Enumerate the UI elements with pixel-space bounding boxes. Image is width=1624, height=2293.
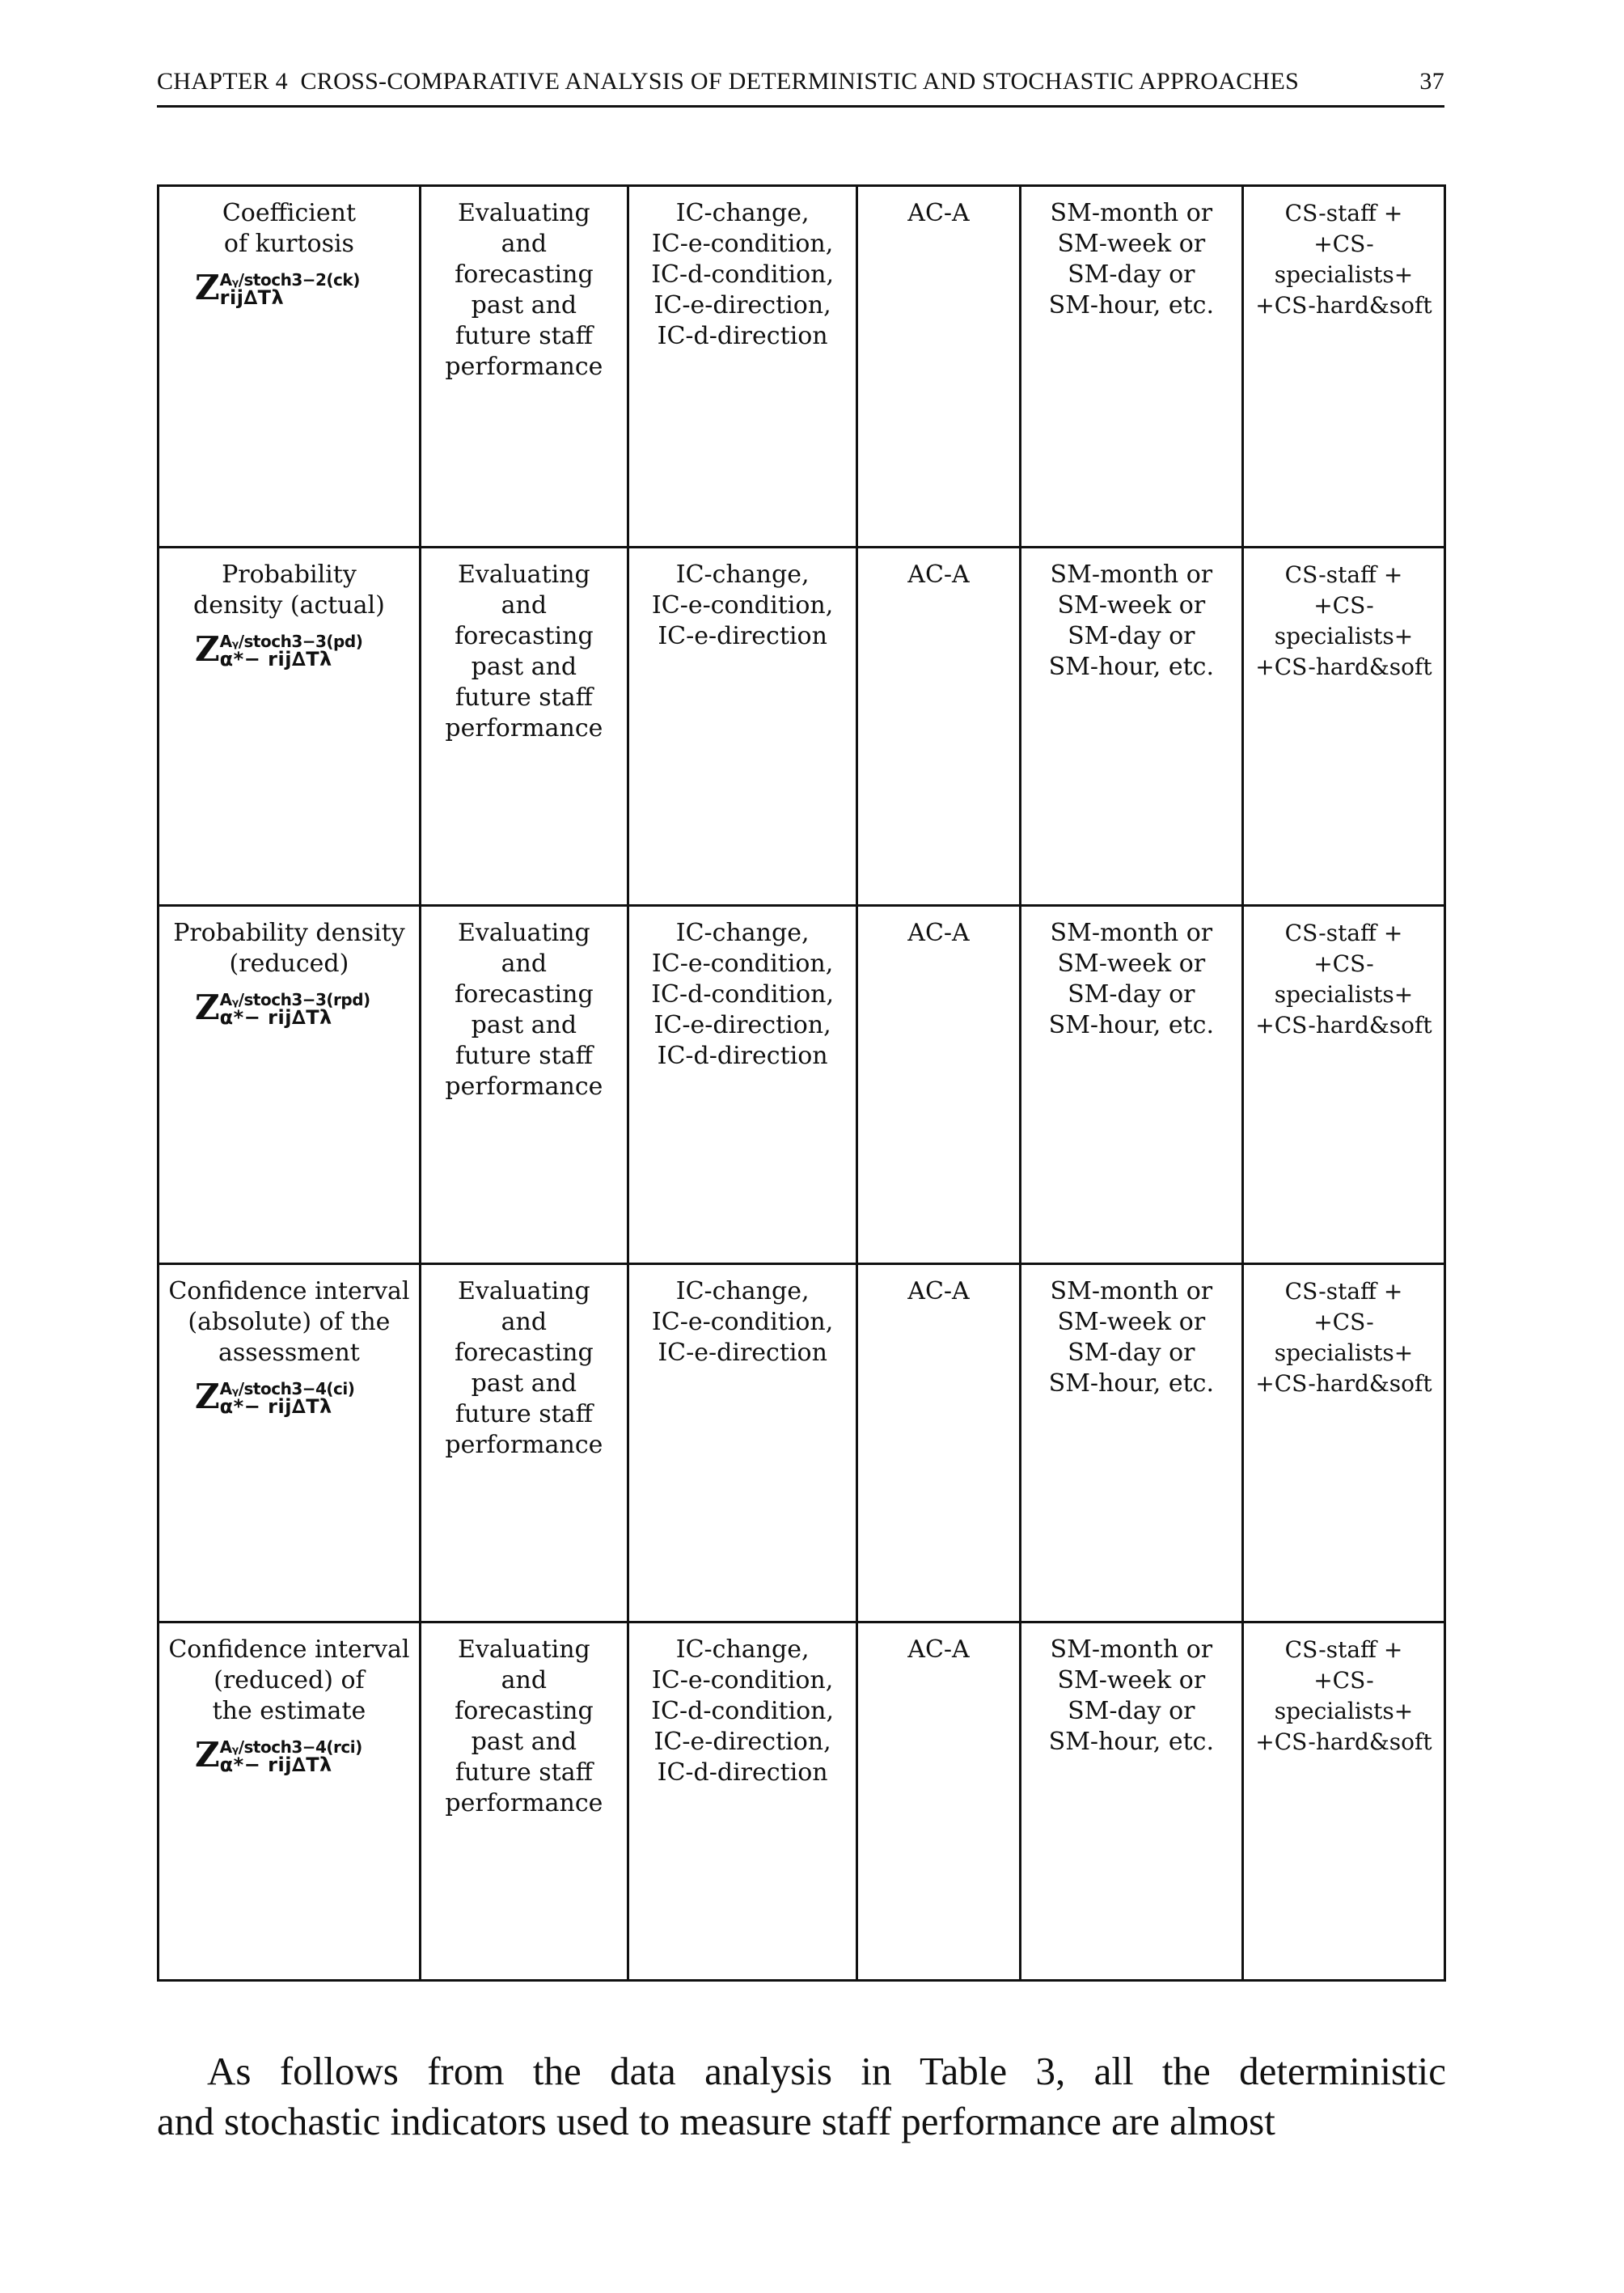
formula-subscript: rij∆Tλ bbox=[219, 286, 285, 309]
purpose-cell bbox=[420, 186, 628, 548]
cs-text: CS-staff + +CS-specialists+ +CS-hard&soft bbox=[1255, 200, 1432, 319]
formula-superscript: Aᵧ/stoch3−4(ci) bbox=[219, 1379, 355, 1398]
formula-superscript: Aᵧ/stoch3−3(pd) bbox=[219, 632, 363, 651]
formula-scripts bbox=[220, 1381, 355, 1416]
formula-scripts bbox=[220, 992, 370, 1027]
sm-text: SM-month or SM-week or SM-day or SM-hour, etc. bbox=[1048, 919, 1215, 1039]
ac-text: AC-A bbox=[907, 561, 970, 589]
purpose-cell bbox=[420, 1264, 628, 1622]
cs-text: CS-staff + +CS-specialists+ +CS-hard&soft bbox=[1255, 1278, 1432, 1397]
sm-cell bbox=[1020, 1264, 1242, 1622]
header-chapter-title bbox=[157, 68, 1299, 95]
sm-text: SM-month or SM-week or SM-day or SM-hour, etc. bbox=[1048, 1635, 1215, 1756]
cs-cell bbox=[1242, 1622, 1444, 1981]
ac-cell bbox=[857, 906, 1020, 1264]
formula-symbol: Z bbox=[195, 988, 220, 1027]
indicator-cell bbox=[159, 1622, 421, 1981]
table-row bbox=[159, 548, 1445, 906]
cs-cell bbox=[1242, 906, 1444, 1264]
ac-cell bbox=[857, 548, 1020, 906]
conditions-cell bbox=[628, 186, 856, 548]
conditions-text: IC-change, IC-e-condition, IC-e-direction bbox=[651, 1277, 834, 1367]
conditions-cell bbox=[628, 906, 856, 1264]
formula-scripts bbox=[220, 633, 363, 669]
indicator-formula bbox=[163, 629, 416, 671]
indicator-cell bbox=[159, 1264, 421, 1622]
ac-cell bbox=[857, 186, 1020, 548]
sm-cell bbox=[1020, 906, 1242, 1264]
indicator-cell bbox=[159, 186, 421, 548]
formula-scripts bbox=[220, 272, 360, 307]
purpose-cell bbox=[420, 548, 628, 906]
sm-cell bbox=[1020, 548, 1242, 906]
cs-cell bbox=[1242, 548, 1444, 906]
formula-superscript: Aᵧ/stoch3−4(rci) bbox=[219, 1737, 362, 1757]
indicator-formula bbox=[163, 988, 416, 1029]
indicator-name: Coefficient of kurtosis bbox=[222, 199, 357, 258]
indicator-formula bbox=[163, 1735, 416, 1776]
purpose-text: Evaluating and forecasting past and future staff performance bbox=[445, 1635, 603, 1817]
ac-text: AC-A bbox=[907, 1277, 970, 1305]
paragraph-line-1: As follows from the data analysis in Table 3, all the deterministic bbox=[207, 2049, 1446, 2093]
purpose-text: Evaluating and forecasting past and future staff performance bbox=[445, 1277, 603, 1459]
purpose-cell bbox=[420, 1622, 628, 1981]
paragraph-line-2: and stochastic indicators used to measure staff performance are almost bbox=[157, 2099, 1275, 2143]
purpose-text: Evaluating and forecasting past and future staff performance bbox=[445, 919, 603, 1101]
conditions-text: IC-change, IC-e-condition, IC-d-condition, IC-e-direction, IC-d-direction bbox=[651, 1635, 835, 1787]
table-body bbox=[159, 186, 1445, 1981]
formula-subscript: α*− rij∆Tλ bbox=[219, 1395, 332, 1418]
indicator-name: Probability density (reduced) bbox=[173, 919, 405, 978]
page-number: 37 bbox=[1419, 68, 1444, 95]
conditions-cell bbox=[628, 1622, 856, 1981]
cs-text: CS-staff + +CS-specialists+ +CS-hard&soft bbox=[1255, 920, 1432, 1039]
conditions-text: IC-change, IC-e-condition, IC-d-condition, IC-e-direction, IC-d-direction bbox=[651, 199, 835, 350]
indicator-name: Confidence interval (absolute) of the assessment bbox=[168, 1277, 410, 1367]
table-row bbox=[159, 906, 1445, 1264]
sm-cell bbox=[1020, 186, 1242, 548]
table-row bbox=[159, 1264, 1445, 1622]
cs-cell bbox=[1242, 1264, 1444, 1622]
indicator-name: Probability density (actual) bbox=[193, 561, 385, 620]
formula-subscript: α*− rij∆Tλ bbox=[219, 1006, 332, 1029]
sm-text: SM-month or SM-week or SM-day or SM-hour, etc. bbox=[1048, 199, 1215, 319]
formula-subscript: α*− rij∆Tλ bbox=[219, 648, 332, 671]
conditions-cell bbox=[628, 548, 856, 906]
indicators-table bbox=[157, 184, 1446, 1982]
indicator-formula bbox=[163, 1377, 416, 1418]
page-header bbox=[157, 68, 1444, 95]
purpose-text: Evaluating and forecasting past and future staff performance bbox=[445, 199, 603, 381]
cs-cell bbox=[1242, 186, 1444, 548]
ac-cell bbox=[857, 1622, 1020, 1981]
indicator-name: Confidence interval (reduced) of the estimate bbox=[168, 1635, 410, 1725]
conditions-text: IC-change, IC-e-condition, IC-d-condition, IC-e-direction, IC-d-direction bbox=[651, 919, 835, 1070]
formula-scripts bbox=[220, 1739, 362, 1775]
formula-symbol: Z bbox=[195, 1377, 220, 1416]
cs-text: CS-staff + +CS-specialists+ +CS-hard&soft bbox=[1255, 1636, 1432, 1755]
cs-text: CS-staff + +CS-specialists+ +CS-hard&soft bbox=[1255, 561, 1432, 680]
ac-text: AC-A bbox=[907, 199, 970, 227]
formula-symbol: Z bbox=[195, 268, 220, 307]
header-rule bbox=[157, 105, 1444, 108]
table-row bbox=[159, 186, 1445, 548]
ac-text: AC-A bbox=[907, 919, 970, 947]
sm-text: SM-month or SM-week or SM-day or SM-hour, etc. bbox=[1048, 1277, 1215, 1398]
indicator-cell bbox=[159, 548, 421, 906]
formula-subscript: α*− rij∆Tλ bbox=[219, 1754, 332, 1776]
sm-text: SM-month or SM-week or SM-day or SM-hour, etc. bbox=[1048, 561, 1215, 681]
formula-symbol: Z bbox=[195, 629, 220, 669]
ac-cell bbox=[857, 1264, 1020, 1622]
formula-superscript: Aᵧ/stoch3−3(rpd) bbox=[219, 990, 370, 1009]
purpose-cell bbox=[420, 906, 628, 1264]
formula-superscript: Aᵧ/stoch3−2(ck) bbox=[219, 270, 360, 290]
conditions-cell bbox=[628, 1264, 856, 1622]
ac-text: AC-A bbox=[907, 1635, 970, 1664]
body-paragraph bbox=[157, 2046, 1446, 2147]
chapter-label: CHAPTER 4 bbox=[157, 68, 288, 95]
conditions-text: IC-change, IC-e-condition, IC-e-direction bbox=[651, 561, 834, 650]
chapter-title: CROSS-COMPARATIVE ANALYSIS OF DETERMINISTIC AND STOCHASTIC APPROACHES bbox=[300, 68, 1300, 95]
sm-cell bbox=[1020, 1622, 1242, 1981]
purpose-text: Evaluating and forecasting past and future staff performance bbox=[445, 561, 603, 742]
table-row bbox=[159, 1622, 1445, 1981]
formula-symbol: Z bbox=[195, 1735, 220, 1775]
indicator-cell bbox=[159, 906, 421, 1264]
indicator-formula bbox=[163, 268, 416, 309]
